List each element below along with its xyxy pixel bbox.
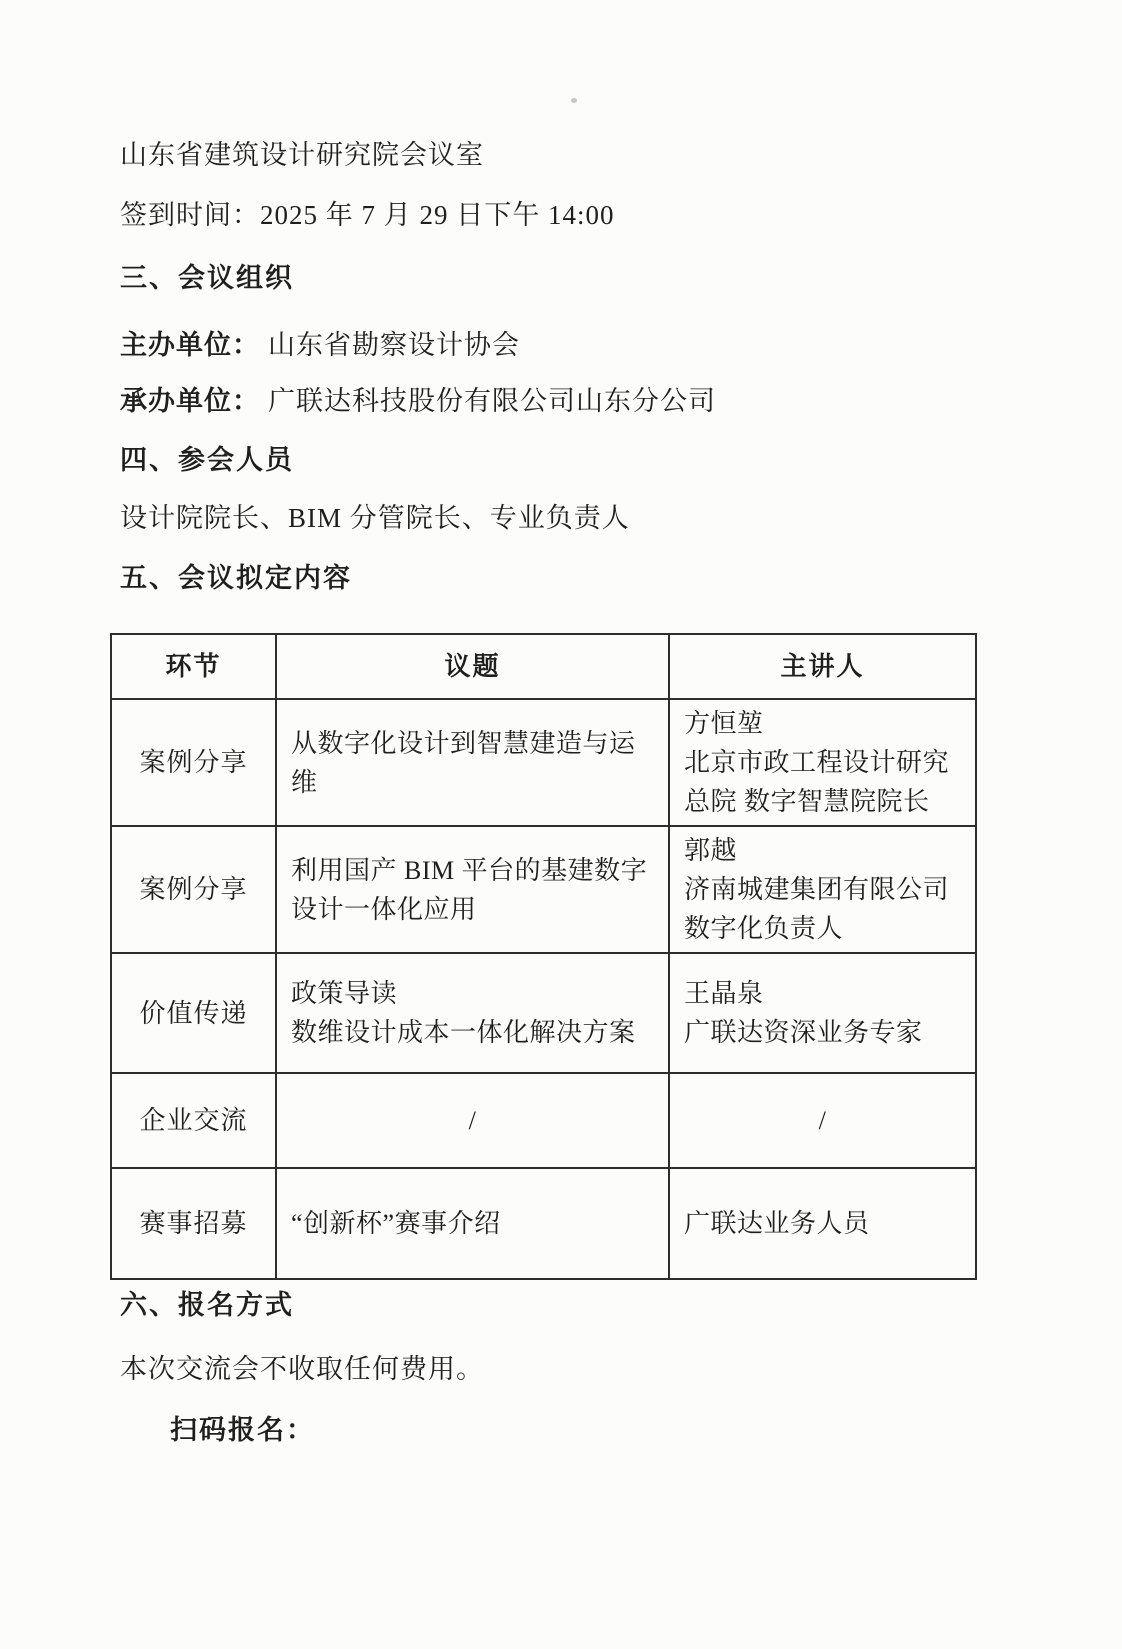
host-unit-value: 山东省勘察设计协会 — [268, 330, 520, 360]
cell-line: 从数字化设计到智慧建造与运维 — [291, 728, 636, 797]
cell-line: 济南城建集团有限公司数字化负责人 — [684, 875, 950, 943]
cell-line: 王晶泉 — [684, 979, 764, 1008]
scan-artifact-dot — [571, 98, 577, 103]
agenda-row — [111, 953, 976, 1073]
checkin-time-line: 签到时间：2025 年 7 月 29 日下午 14:00 — [120, 200, 615, 230]
stage-cell: 价值传递 — [111, 953, 276, 1073]
speaker-cell — [669, 1168, 976, 1279]
scan-code-label: 扫码报名： — [170, 1415, 315, 1445]
topic-cell: / — [276, 1073, 669, 1168]
section-heading-agenda: 五、会议拟定内容 — [120, 563, 352, 593]
agenda-header-stage: 环节 — [111, 634, 276, 699]
section-heading-organization: 三、会议组织 — [120, 263, 294, 293]
agenda-header-topic: 议题 — [276, 634, 669, 699]
stage-cell: 赛事招募 — [111, 1168, 276, 1279]
organizer-unit-value: 广联达科技股份有限公司山东分公司 — [268, 386, 716, 416]
section-heading-registration: 六、报名方式 — [120, 1290, 294, 1320]
cell-line: 郭越 — [684, 836, 738, 865]
fee-note-line: 本次交流会不收取任何费用。 — [120, 1354, 484, 1384]
cell-line: 广联达资深业务专家 — [684, 1018, 923, 1047]
cell-line: 广联达业务人员 — [684, 1209, 870, 1238]
agenda-row — [111, 826, 976, 953]
cell-line: 利用国产 BIM 平台的基建数字设计一体化应用 — [291, 855, 648, 924]
topic-cell — [276, 953, 669, 1073]
agenda-row — [111, 699, 976, 826]
stage-cell: 案例分享 — [111, 699, 276, 826]
agenda-header-row — [111, 634, 976, 699]
cell-line: “创新杯”赛事介绍 — [291, 1209, 501, 1238]
speaker-cell — [669, 953, 976, 1073]
cell-line: 政策导读 — [291, 979, 398, 1008]
speaker-cell: / — [669, 1073, 976, 1168]
agenda-row — [111, 1073, 976, 1168]
section-heading-participants: 四、参会人员 — [120, 445, 294, 475]
host-unit-line — [120, 323, 520, 362]
speaker-cell — [669, 826, 976, 953]
agenda-table — [110, 633, 977, 1280]
organizer-unit-line — [120, 379, 716, 418]
agenda-header-speaker: 主讲人 — [669, 634, 976, 699]
speaker-cell — [669, 699, 976, 826]
topic-cell — [276, 1168, 669, 1279]
cell-line: 数维设计成本一体化解决方案 — [291, 1018, 636, 1047]
organizer-unit-label: 承办单位： — [120, 386, 260, 416]
host-unit-label: 主办单位： — [120, 330, 260, 360]
stage-cell: 案例分享 — [111, 826, 276, 953]
cell-line: 方恒堃 — [684, 709, 764, 738]
topic-cell — [276, 699, 669, 826]
cell-line: 北京市政工程设计研究总院 数字智慧院院长 — [684, 748, 950, 816]
stage-cell: 企业交流 — [111, 1073, 276, 1168]
participants-line: 设计院院长、BIM 分管院长、专业负责人 — [120, 503, 630, 533]
venue-line: 山东省建筑设计研究院会议室 — [120, 140, 484, 170]
topic-cell — [276, 826, 669, 953]
agenda-row — [111, 1168, 976, 1279]
